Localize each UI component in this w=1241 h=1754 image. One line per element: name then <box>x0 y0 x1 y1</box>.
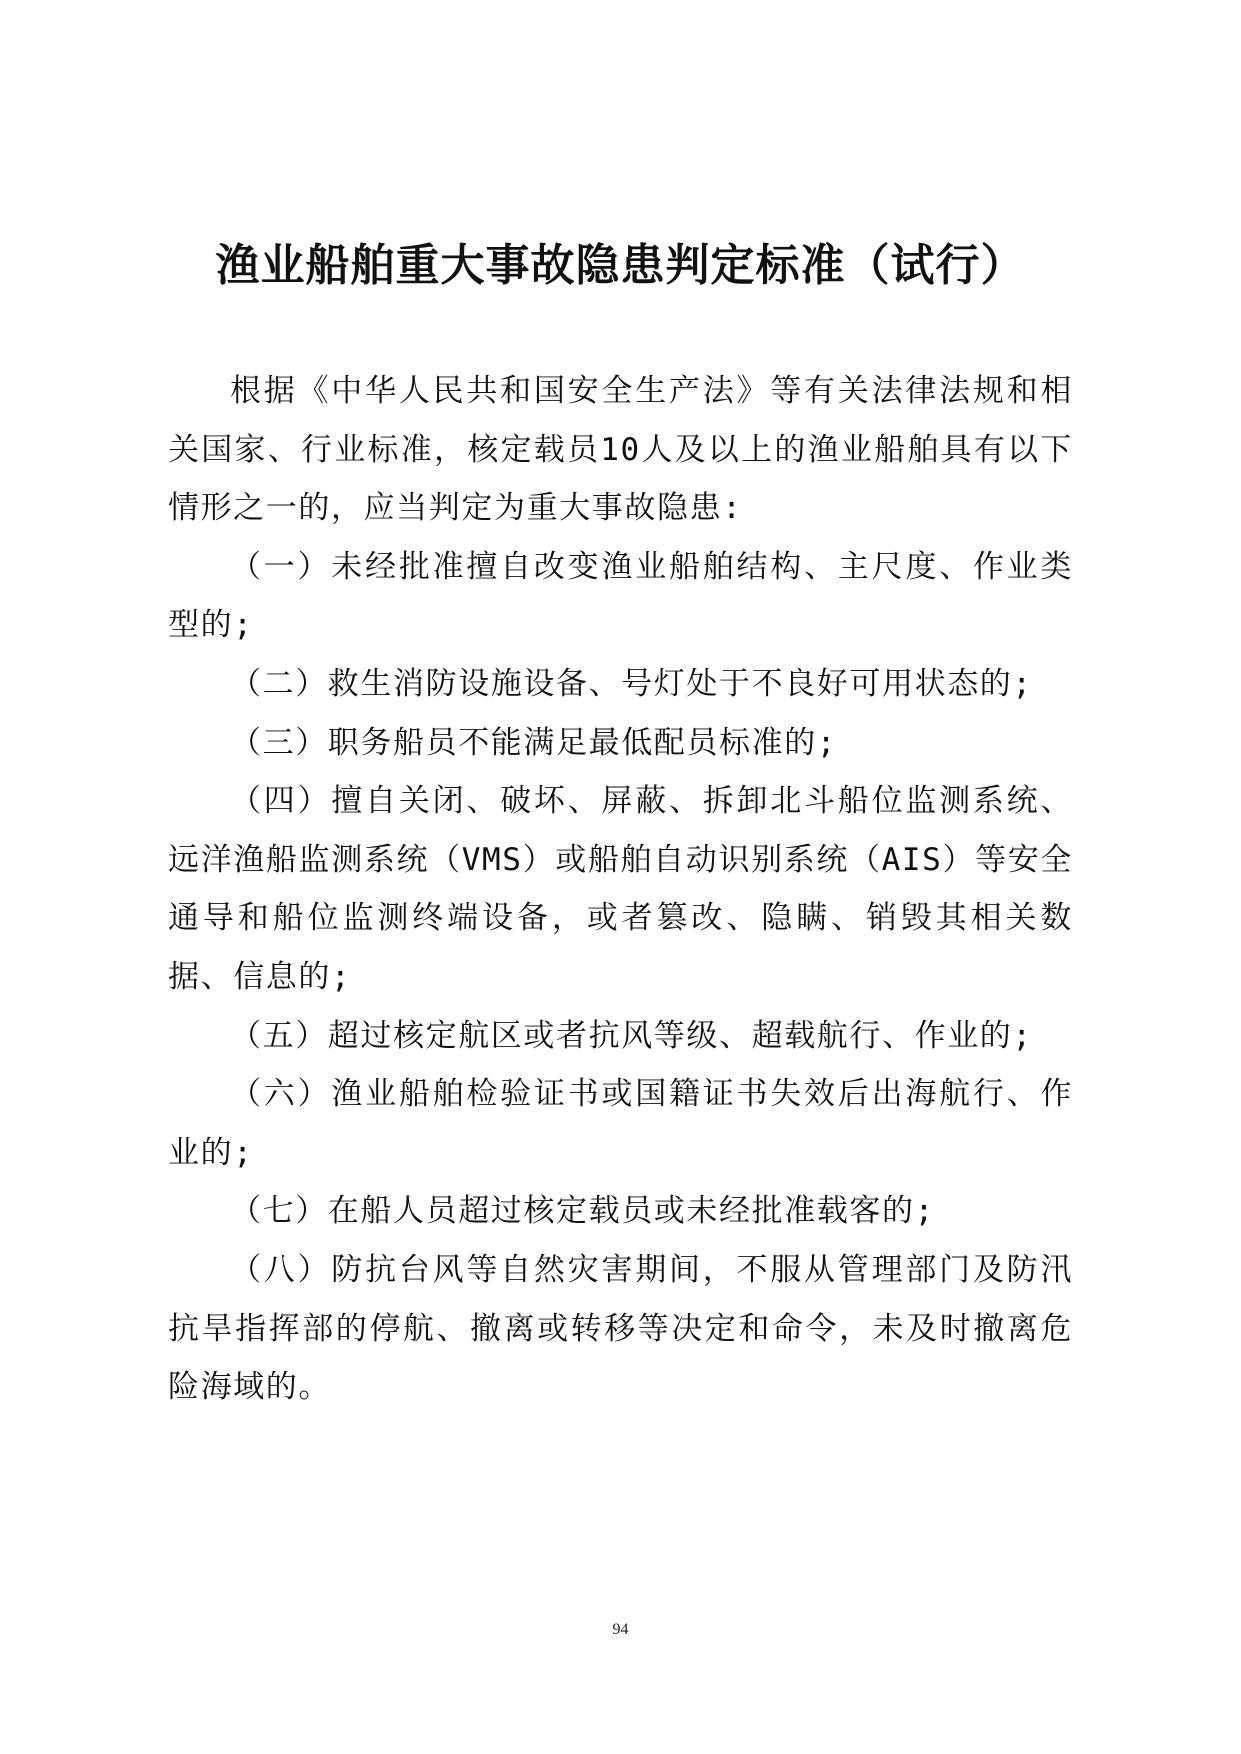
page-number: 94 <box>612 1621 629 1638</box>
item-paragraph-6: （六）渔业船舶检验证书或国籍证书失效后出海航行、作业的; <box>168 1076 1073 1171</box>
item-paragraph-5: （五）超过核定航区或者抗风等级、超载航行、作业的; <box>230 1017 1033 1054</box>
item-paragraph-2: （二）救生消防设施设备、号灯处于不良好可用状态的; <box>230 665 1033 702</box>
item-paragraph-8: （八）防抗台风等自然灾害期间，不服从管理部门及防汛抗旱指挥部的停航、撤离或转移等决定和命令，未及时撤离危险海域的。 <box>168 1251 1073 1406</box>
intro-paragraph: 根据《中华人民共和国安全生产法》等有关法律法规和相关国家、行业标准，核定载员10人及以上的渔业船舶具有以下情形之一的，应当判定为重大事故隐患: <box>168 373 1073 527</box>
item-paragraph-1: （一）未经批准擅自改变渔业船舶结构、主尺度、作业类型的; <box>168 548 1073 644</box>
item-paragraph-3: （三）职务船员不能满足最低配员标准的; <box>230 724 838 761</box>
item-paragraph-7: （七）在船人员超过核定载员或未经批准载客的; <box>230 1193 935 1230</box>
document-title: 渔业船舶重大事故隐患判定标准（试行） <box>215 240 1026 291</box>
document-body <box>168 362 1073 1417</box>
item-paragraph-4: （四）擅自关闭、破坏、屏蔽、拆卸北斗船位监测系统、远洋渔船监测系统（VMS）或船舶自动识别系统（AIS）等安全通导和船位监测终端设备，或者篡改、隐瞒、销毁其相关数据、信息的; <box>168 783 1073 995</box>
